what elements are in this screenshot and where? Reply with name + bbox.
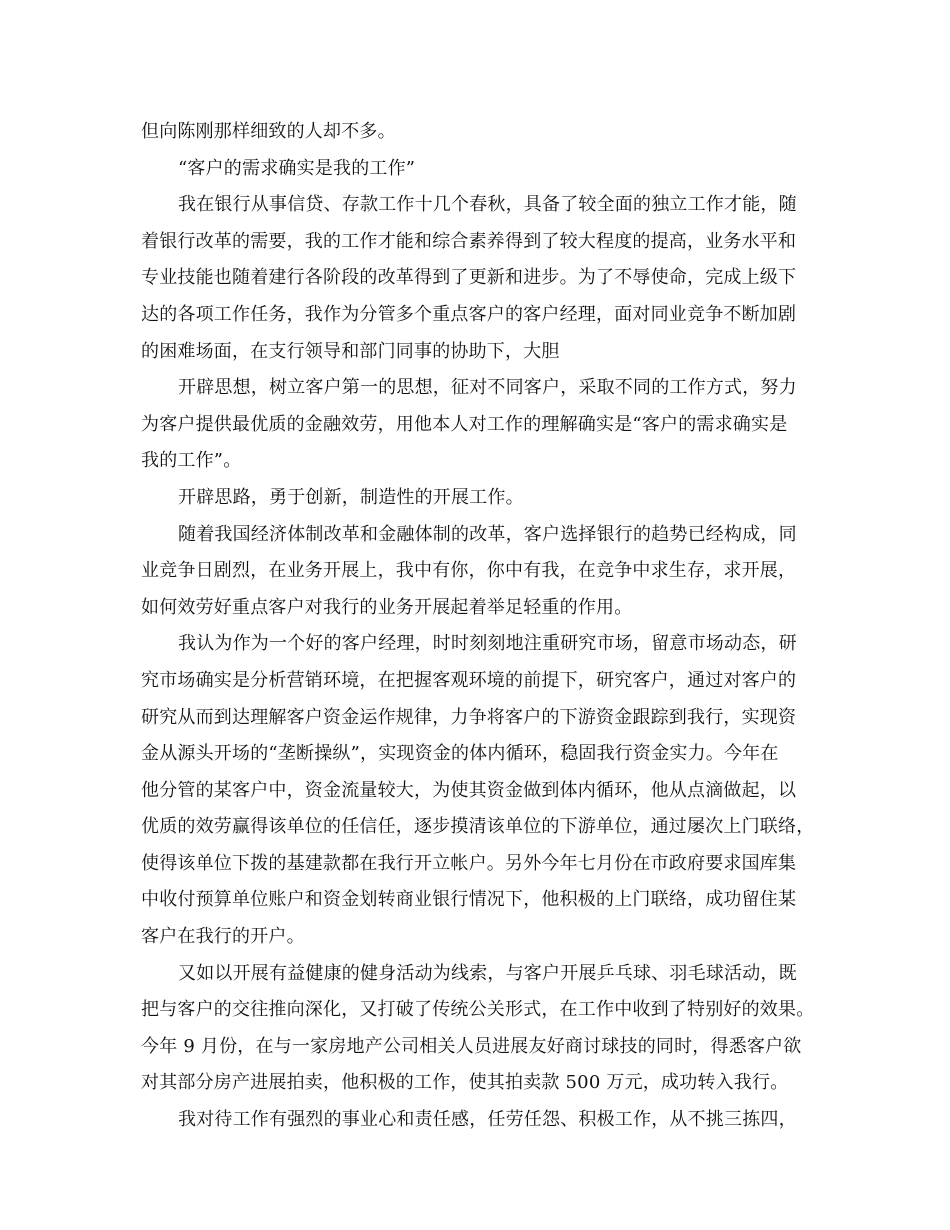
paragraph — [141, 956, 815, 1102]
text-line: “客户的需求确实是我的工作” — [178, 157, 416, 179]
text-line: 客户在我行的开户。 — [141, 926, 305, 948]
document-body — [141, 114, 815, 1139]
text-line: 开辟思路，勇于创新，制造性的开展工作。 — [178, 486, 524, 508]
text-line: 他分管的某客户中，资金流量较大，为使其资金做到体内循环，他从点滴做起，以 — [141, 779, 797, 801]
text-line: 研究从而到达理解客户资金运作规律，力争将客户的下游资金跟踪到我行，实现资 — [141, 706, 797, 728]
text-line: 的困难场面，在支行领导和部门同事的协助下，大胆 — [141, 340, 560, 362]
text-line: 使得该单位下拨的基建款都在我行开立帐户。另外今年七月份在市政府要求国库集 — [141, 852, 797, 874]
paragraph — [141, 370, 809, 480]
text-line: 中收付预算单位账户和资金划转商业银行情况下，他积极的上门联络，成功留住某 — [141, 889, 797, 911]
text-line: 把与客户的交往推向深化，又打破了传统公关形式，在工作中收到了特别好的效果。 — [141, 999, 815, 1021]
paragraph — [141, 151, 809, 188]
paragraph — [141, 1102, 809, 1139]
text-line: 今年 9 月份，在与一家房地产公司相关人员进展友好商讨球技的同时，得悉客户欲 — [141, 1035, 802, 1057]
text-line: 金从源头开场的“垄断操纵”，实现资金的体内循环，稳固我行资金实力。今年在 — [141, 743, 779, 765]
text-line: 业竞争日剧烈，在业务开展上，我中有你，你中有我，在竞争中求生存，求开展， — [141, 560, 797, 582]
text-line: 我在银行从事信贷、存款工作十几个春秋，具备了较全面的独立工作才能，随 — [178, 194, 797, 216]
paragraph — [141, 187, 809, 370]
text-line: 我对待工作有强烈的事业心和责任感，任劳任怨、积极工作，从不挑三拣四， — [178, 1109, 797, 1131]
text-line: 随着我国经济体制改革和金融体制的改革，客户选择银行的趋势已经构成，同 — [178, 523, 797, 545]
text-line: 究市场确实是分析营销环境，在把握客观环境的前提下，研究客户，通过对客户的 — [141, 669, 797, 691]
text-line: 着银行改革的需要，我的工作才能和综合素养得到了较大程度的提高，业务水平和 — [141, 230, 797, 252]
text-line: 专业技能也随着建行各阶段的改革得到了更新和进步。为了不辱使命，完成上级下 — [141, 267, 797, 289]
text-line: 如何效劳好重点客户对我行的业务开展起着举足轻重的作用。 — [141, 596, 633, 618]
text-line: 对其部分房产进展拍卖，他积极的工作，使其拍卖款 500 万元，成功转入我行。 — [141, 1072, 789, 1094]
text-line: 我认为作为一个好的客户经理，时时刻刻地注重研究市场，留意市场动态，研 — [178, 633, 797, 655]
paragraph — [141, 114, 809, 151]
text-line: 我的工作”。 — [141, 450, 242, 472]
text-line: 达的各项工作任务，我作为分管多个重点客户的客户经理，面对同业竞争不断加剧 — [141, 303, 797, 325]
paragraph — [141, 517, 809, 627]
text-line: 但向陈刚那样细致的人却不多。 — [141, 121, 396, 142]
text-line: 为客户提供最优质的金融效劳，用他本人对工作的理解确实是“客户的需求确实是 — [141, 413, 788, 435]
paragraph — [141, 626, 815, 955]
text-line: 优质的效劳赢得该单位的任信任，逐步摸清该单位的下游单位，通过屡次上门联络， — [141, 816, 815, 838]
text-line: 开辟思想，树立客户第一的思想，征对不同客户，采取不同的工作方式，努力 — [178, 377, 797, 399]
text-line: 又如以开展有益健康的健身活动为线索，与客户开展乒乓球、羽毛球活动，既 — [178, 962, 797, 984]
paragraph — [141, 480, 809, 517]
